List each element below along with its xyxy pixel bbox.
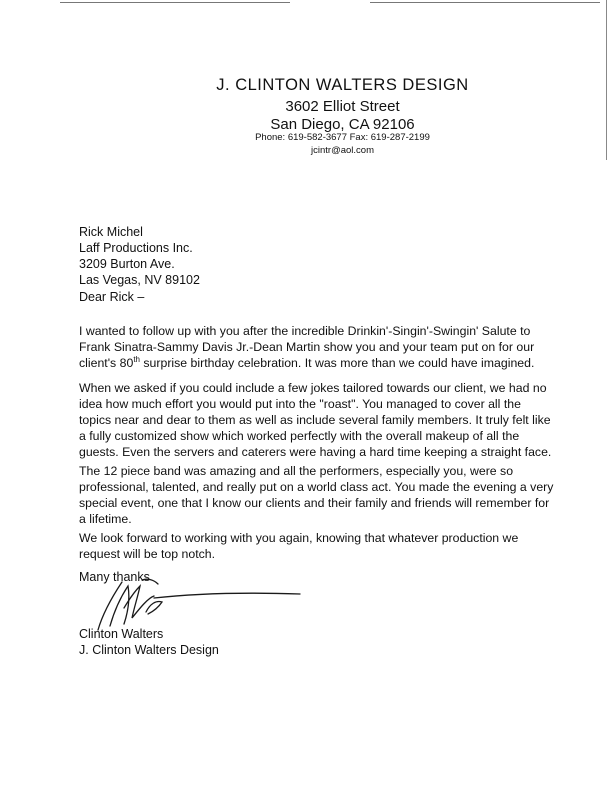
p2-line5: guests. Even the servers and caterers were having a hard time keeping a straight face.: [79, 445, 552, 459]
p1-line3: [79, 355, 589, 371]
p1-line2: Frank Sinatra-Sammy Davis Jr.-Dean Martin show you and your team put on for our: [79, 340, 535, 354]
p4-line2: request will be top notch.: [79, 547, 216, 561]
p1-line3-a: client's 80: [79, 356, 134, 370]
p3-line2: professional, talented, and really put on a world class act. You made the evening a very: [79, 480, 554, 494]
p3-line1: The 12 piece band was amazing and all the performers, especially you, were so: [79, 464, 514, 478]
scan-line-left: [60, 2, 290, 3]
p1-line3-sup: th: [133, 354, 140, 364]
letterhead-phone-fax: Phone: 619-582-3677 Fax: 619-287-2199: [255, 132, 430, 143]
paragraph-4: [79, 530, 589, 562]
recipient-street: 3209 Burton Ave.: [79, 257, 175, 271]
recipient-company: Laff Productions Inc.: [79, 241, 193, 255]
p2-line4: a fully customized show which worked perfectly with the overall makeup of all the: [79, 429, 520, 443]
p2-line3: topics near and dear to them as well as include several family members. It truly felt like: [79, 413, 551, 427]
recipient-city: Las Vegas, NV 89102: [79, 273, 200, 287]
letterhead-company: J. CLINTON WALTERS DESIGN: [216, 76, 469, 94]
p1-line3-b: surprise birthday celebration. It was more than we could have imagined.: [139, 356, 535, 370]
letterhead-email: jcintr@aol.com: [311, 145, 374, 156]
p3-line4: a lifetime.: [79, 512, 132, 526]
p2-line1: When we asked if you could include a few jokes tailored towards our client, we had no: [79, 381, 547, 395]
letterhead-street: 3602 Elliot Street: [285, 98, 400, 115]
recipient-name: Rick Michel: [79, 225, 143, 239]
paragraph-3: [79, 463, 589, 527]
paragraph-1: [79, 323, 589, 371]
closing: Many thanks: [79, 570, 150, 584]
scan-line-right: [370, 2, 600, 3]
paragraph-2: [79, 380, 589, 460]
signer-company: J. Clinton Walters Design: [79, 643, 219, 657]
letterhead-city: San Diego, CA 92106: [270, 116, 415, 133]
p1-line1: I wanted to follow up with you after the incredible Drinkin'-Singin'-Swingin' Salute to: [79, 324, 531, 338]
salutation: Dear Rick –: [79, 290, 145, 304]
p2-line2: idea how much effort you would put into the "roast". You managed to cover all the: [79, 397, 521, 411]
p4-line1: We look forward to working with you again, knowing that whatever production we: [79, 531, 519, 545]
p3-line3: special event, one that I know our clients and their family and friends will remember for: [79, 496, 550, 510]
signer-name: Clinton Walters: [79, 627, 164, 641]
